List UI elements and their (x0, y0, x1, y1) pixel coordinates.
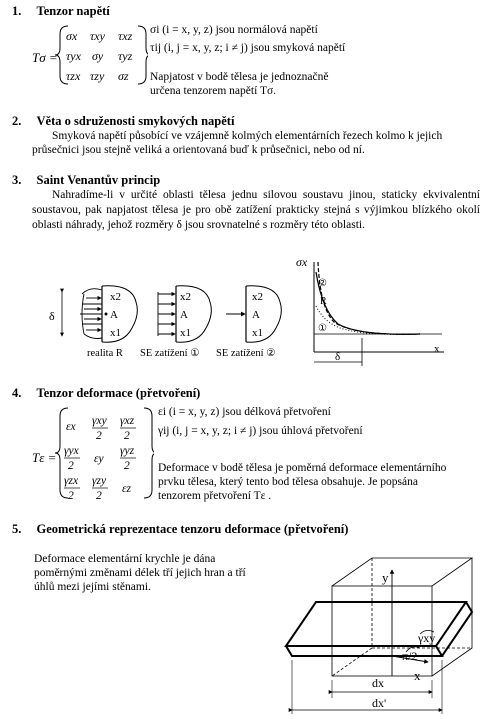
stress-decay-graph (294, 248, 450, 370)
x2-label: x2 (252, 291, 263, 303)
right-brace (144, 408, 154, 498)
section-number: 1. (12, 4, 22, 18)
section-title: Tenzor deformace (přetvoření) (36, 386, 201, 400)
svg-text:γxy: γxy (92, 415, 107, 427)
stress-tensor-matrix (30, 22, 148, 88)
caption-se-2: SE zatížení ② (216, 348, 276, 359)
svg-text:2: 2 (124, 430, 130, 442)
svg-text:εy: εy (94, 453, 104, 465)
svg-text:εx: εx (66, 421, 76, 433)
geom-text-line3: úhlů mezi jejími stěnami. (34, 581, 151, 593)
geom-text-line1: Deformace elementární krychle je dána (34, 553, 216, 565)
deformed-cube-figure (272, 552, 484, 716)
section-number: 4. (12, 386, 22, 400)
x-axis-label: x (434, 343, 440, 355)
section-title: Geometrická reprezentace tenzoru deformace (přetvoření) (36, 522, 349, 536)
y-label: y (382, 570, 389, 585)
svg-text:γyz: γyz (120, 445, 135, 457)
stress-desc-line1: Napjatost v bodě tělesa je jednoznačně (150, 71, 329, 83)
section-4-heading (12, 386, 200, 401)
x2-label: x2 (180, 291, 191, 303)
matrix-cells (66, 29, 133, 83)
x-label: x (414, 668, 421, 683)
svg-text:γzy: γzy (92, 475, 107, 487)
curve-2-label: ② (318, 278, 327, 289)
body-se-load-1 (158, 286, 211, 342)
cell: τzx (66, 69, 81, 83)
cell: σx (66, 29, 78, 43)
svg-text:γyx: γyx (64, 445, 79, 457)
shear-stress-def: τij (i, j = x, y, z; i ≠ j) jsou smyková napětí (150, 42, 346, 54)
strain-desc-line2: prvku tělesa, který tento bod tělesa obsahuje. Je popsána (158, 476, 418, 488)
strain-desc-line3: tenzorem přetvoření Tε . (158, 490, 272, 502)
section-1-heading (12, 4, 110, 19)
x1-label: x1 (180, 327, 191, 339)
a-label: A (180, 309, 188, 321)
section-number: 5. (12, 522, 22, 536)
strain-tensor-matrix (30, 404, 154, 502)
section-2-heading (12, 114, 234, 129)
cell: τxy (90, 29, 105, 43)
shear-strain-def: γij (i, j = x, y, z; i ≠ j) jsou úhlová přetvoření (158, 425, 363, 437)
sigma-axis-label: σx (296, 255, 308, 269)
curve-1-label: ① (318, 323, 327, 334)
strain-desc-line1: Deformace v bodě tělesa je poměrná deformace elementárního (158, 462, 447, 474)
svg-text:2: 2 (96, 430, 102, 442)
x1-label: x1 (110, 327, 121, 339)
svg-text:γxz: γxz (120, 415, 135, 427)
load-equivalence-figure (40, 272, 290, 364)
cell: τzy (90, 69, 105, 83)
section-number: 2. (12, 114, 22, 128)
tensor-lhs: Tε = (32, 450, 57, 465)
section-title: Saint Venantův princip (36, 173, 161, 187)
x2-label: x2 (110, 291, 121, 303)
section-title: Věta o sdruženosti smykových napětí (36, 114, 235, 128)
svg-text:2: 2 (68, 490, 74, 502)
cell: τxz (118, 29, 133, 43)
curve-load-2 (318, 262, 420, 334)
section-3-heading (12, 173, 160, 188)
section-title: Tenzor napětí (36, 4, 110, 18)
gamma-label: γxy (418, 631, 436, 645)
saint-venant-text: Nahradíme-li v určité oblasti tělesa jednu silovou soustavu jinou, staticky ekvivalentní soustavou, pak napjatost tělesa je pro obě zatížení prakticky stejná s výjimkou blízkého okolí oblasti náhrady, jehož rozměry δ jsou srovnatelné s rozměry této oblasti. (32, 189, 480, 231)
dx-prime-label: dx' (372, 696, 387, 710)
svg-text:γzx: γzx (64, 475, 79, 487)
theorem-line2: průsečnici jsou stejně veliká a orientovaná buď k průsečnici, nebo od ní. (32, 144, 365, 156)
section-number: 3. (12, 173, 22, 187)
a-label: A (252, 309, 260, 321)
cell: σy (92, 49, 104, 63)
normal-strain-def: εi (i = x, y, z) jsou délková přetvoření (158, 406, 331, 418)
svg-text:2: 2 (96, 490, 102, 502)
normal-stress-def: σi (i = x, y, z) jsou normálová napětí (150, 24, 318, 36)
cell: τyz (118, 49, 133, 63)
strain-matrix-cells (64, 415, 136, 502)
body-reality (80, 286, 137, 342)
body-se-load-2 (226, 286, 281, 342)
pi-half-label: π/2 (402, 649, 418, 663)
a-label: A (110, 309, 118, 321)
cell: σz (118, 69, 129, 83)
svg-text:εz: εz (122, 483, 132, 495)
dx-label: dx (372, 676, 384, 690)
right-brace (138, 26, 148, 84)
caption-reality: realita R (87, 348, 123, 359)
curve-reality (316, 272, 420, 334)
stress-desc-line2: určena tenzorem napětí Tσ. (150, 85, 277, 97)
caption-se-1: SE zatížení ① (140, 348, 200, 359)
x1-label: x1 (252, 327, 263, 339)
curve-r-label: R (320, 296, 327, 307)
cell: τyx (66, 49, 81, 63)
delta-span-label: δ (335, 351, 341, 363)
delta-label: δ (49, 309, 55, 323)
section-5-heading (12, 522, 348, 537)
tensor-lhs: Tσ = (32, 50, 58, 65)
svg-text:2: 2 (124, 460, 130, 472)
geom-text-line2: poměrnými změnami délek tří jejich hran a tří (34, 567, 246, 579)
svg-text:2: 2 (68, 460, 74, 472)
theorem-line1: Smyková napětí působící ve vzájemně kolmých elementárních řezech kolmo k jejich (52, 130, 443, 142)
